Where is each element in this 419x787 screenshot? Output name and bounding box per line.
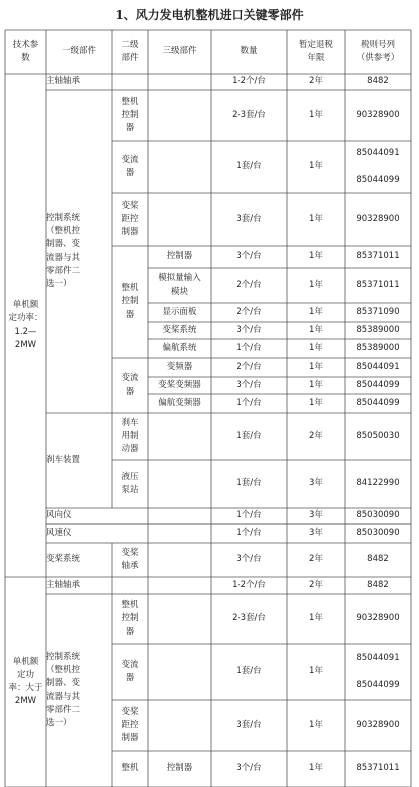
qty-cell: 1个/台 [236,510,262,521]
code-cell: 85044091 85044099 [356,653,400,690]
l2-cell: 整机 [121,763,139,774]
qty-cell: 3套/台 [236,213,262,224]
code-cell: 85371090 [356,306,400,317]
l3-cell [148,141,211,193]
life-cell: 1年 [309,763,323,774]
code-cell: 85044099 [356,379,400,390]
qty-cell: 2个/台 [236,279,262,290]
l3-cell [148,644,211,700]
qty-cell: 3个/台 [236,554,262,565]
qty-cell: 1套/台 [236,430,262,441]
l2-cell: 变桨 距控 制器 [121,706,139,744]
code-cell: 85389000 [356,342,400,353]
qty-cell: 2-3套/台 [232,109,266,120]
code-cell: 90328900 [356,109,400,120]
life-cell: 1年 [309,251,323,262]
l3-cell: 偏航系统 [162,342,197,353]
qty-cell: 3个/台 [236,251,262,262]
code-cell: 85371011 [356,251,400,262]
life-cell: 2年 [309,76,323,87]
l2-cell: 变桨 轴承 [121,547,139,571]
life-cell: 1年 [309,397,323,408]
l3-cell [148,700,211,751]
code-cell: 85389000 [356,324,400,335]
life-cell: 1年 [309,161,323,172]
qty-cell: 3套/台 [236,719,262,730]
life-cell: 1年 [309,324,323,335]
l2-cell: 整机 控制 器 [121,600,139,637]
header-code: 税则号列 （供参考） [356,39,400,63]
l3-cell [148,193,211,246]
life-cell: 2年 [309,579,323,590]
section2-param: 单机额 定功 率：大于 2MW [8,656,43,707]
qty-cell: 1个/台 [236,527,262,538]
code-cell: 85371011 [356,763,400,774]
life-cell: 2年 [309,554,323,565]
l3-cell: 控制器 [166,251,193,262]
l3-cell: 显示面板 [162,306,197,317]
qty-cell: 1个/台 [236,397,262,408]
l1-main-bearing: 主轴轴承 [46,579,81,590]
l2-cell: 整机 控制 器 [121,96,139,134]
l1-wind-vane: 风向仪 [46,510,72,521]
qty-cell: 2个/台 [236,306,262,317]
header-l1: 一级部件 [61,46,96,57]
l3-cell: 控制器 [166,763,193,774]
code-cell: 85050030 [356,430,400,441]
l3-cell [148,460,211,508]
life-cell: 3年 [309,510,323,521]
l2-cell: 整机 控制 器 [121,283,139,320]
code-cell: 85030090 [356,527,400,538]
header-qty: 数量 [240,46,258,57]
life-cell: 1年 [309,109,323,120]
l2-cell: 液压 泵站 [121,471,139,495]
l2-cell: 变流 器 [121,659,139,683]
l3-cell [148,413,211,460]
qty-cell: 3个/台 [236,379,262,390]
life-cell: 2年 [309,430,323,441]
qty-cell: 1个/台 [236,342,262,353]
l1-pitch-system: 变桨系统 [46,554,81,565]
code-cell: 90328900 [356,213,400,224]
life-cell: 1年 [309,213,323,224]
l1-main-bearing: 主轴轴承 [46,76,81,87]
qty-cell: 1套/台 [236,666,262,677]
header-l3: 三级部件 [162,46,197,57]
l2-cell: 刹车 用制 动器 [121,417,139,455]
l1-control-system: 控制系统 （整机控 制器、变 流器与其 零部件二 选一） [46,212,81,289]
qty-cell: 3个/台 [236,763,262,774]
life-cell: 3年 [309,527,323,538]
code-cell: 90328900 [356,613,400,624]
header-l2: 二级 部件 [121,39,139,63]
l2-cell: 变流 器 [121,154,139,178]
code-cell: 85044099 [356,397,400,408]
header-param: 技术参 数 [12,39,39,63]
l3-cell: 模拟量输入 模块 [158,273,201,297]
life-cell: 1年 [309,719,323,730]
section1-param: 单机额 定功率： 1.2— 2MW [8,300,43,350]
l3-cell [148,594,211,644]
qty-cell: 1-2个/台 [232,76,266,87]
life-cell: 1年 [309,279,323,290]
l3-cell: 变频器 [166,361,193,372]
l3-cell: 变桨系统 [162,324,197,335]
header-life: 暂定退税 年限 [298,39,333,63]
code-cell: 85044091 85044099 [356,148,400,185]
life-cell: 1年 [309,361,323,372]
life-cell: 1年 [309,306,323,317]
qty-cell: 2个/台 [236,361,262,372]
l1-anemometer: 风速仪 [46,527,72,538]
l1-brake: 刹车装置 [46,454,81,465]
code-cell: 85371011 [356,279,400,290]
l2-cell: 变流 器 [121,373,139,397]
qty-cell: 1-2个/台 [232,579,266,590]
life-cell: 3年 [309,478,323,489]
l3-cell: 偏航变频器 [158,397,201,408]
code-cell: 85044091 [356,361,400,372]
code-cell: 90328900 [356,719,400,730]
l3-cell [148,90,211,141]
life-cell: 1年 [309,666,323,677]
life-cell: 1年 [309,342,323,353]
qty-cell: 1套/台 [236,478,262,489]
code-cell: 84122990 [356,478,400,489]
l3-cell: 变桨变频器 [158,379,201,390]
l2-cell: 变桨 距控 制器 [121,200,139,238]
page-title: 1、风力发电机整机进口关键零部件 [115,8,304,22]
qty-cell: 1套/台 [236,161,262,172]
code-cell: 8482 [367,579,389,590]
code-cell: 85030090 [356,510,400,521]
qty-cell: 2-3套/台 [232,613,266,624]
code-cell: 8482 [367,76,389,87]
life-cell: 1年 [309,379,323,390]
qty-cell: 3个/台 [236,324,262,335]
life-cell: 1年 [309,613,323,624]
code-cell: 8482 [367,554,389,565]
l1-control-system: 控制系统 （整机控 制器、变 流器与其 零部件二 选一） [46,651,81,728]
